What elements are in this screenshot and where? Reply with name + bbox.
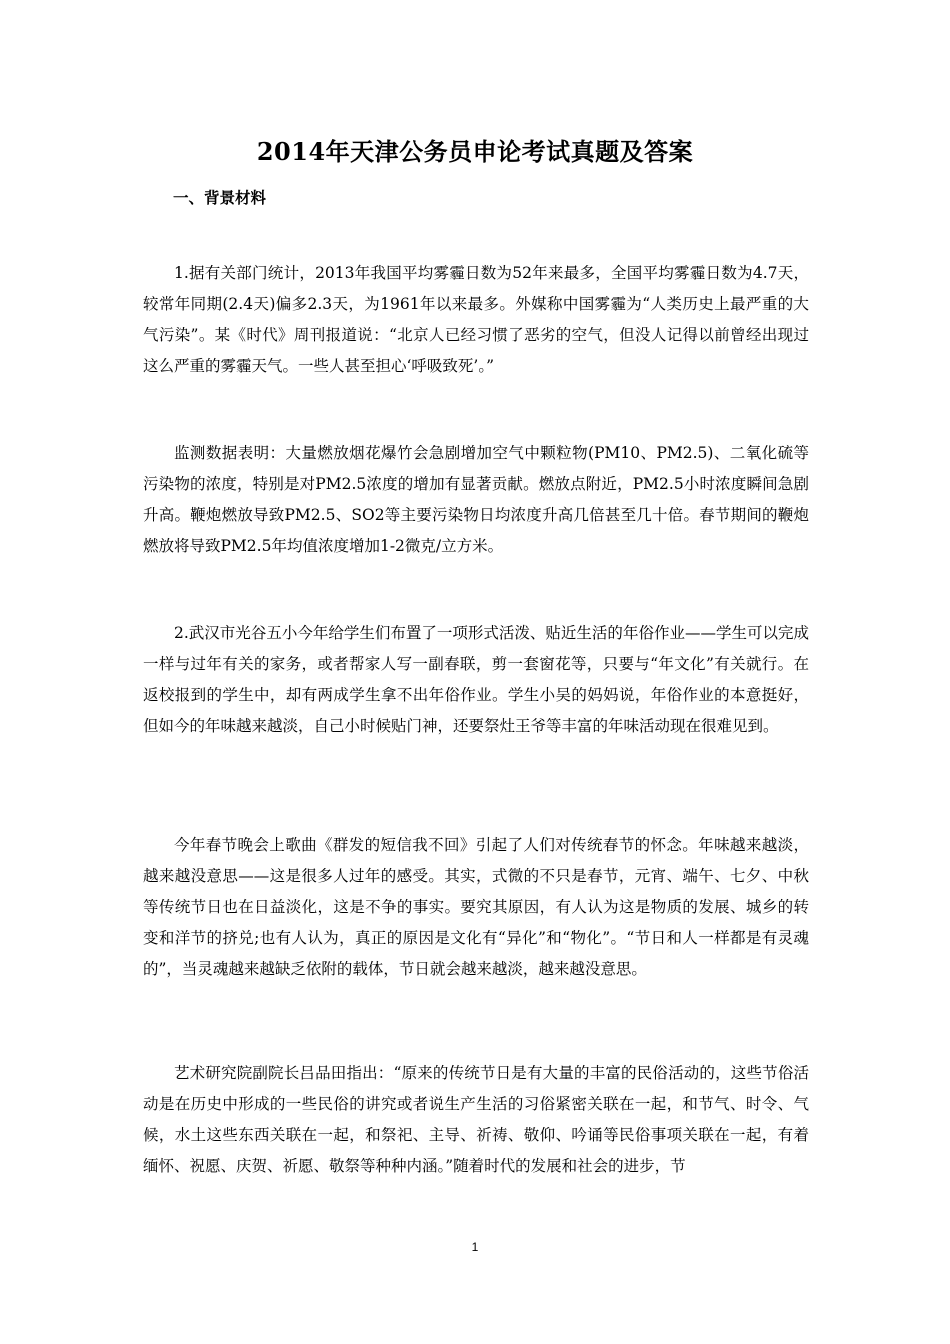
paragraph: 艺术研究院副院长吕品田指出：“原来的传统节日是有大量的丰富的民俗活动的，这些节俗活动是在历史中形成的一些民俗的讲究或者说生产生活的习俗紧密关联在一起，和节气、时令、气候，水土这些东西关联在一起，和祭祀、主导、祈祷、敬仰、吟诵等民俗事项关联在一起，有着缅怀、祝愿、庆贺、祈愿、敬祭等种种内涵。”随着时代的发展和社会的进步，节: [143, 1064, 809, 1175]
paragraph: 1.据有关部门统计，2013年我国平均雾霾日数为52年来最多，全国平均雾霾日数为4.7天，较常年同期(2.4天)偏多2.3天，为1961年以来最多。外媒称中国雾霾为“人类历史上最严重的大气污染”。某《时代》周刊报道说：“北京人已经习惯了恶劣的空气，但没人记得以前曾经出现过这么严重的雾霾天气。一些人甚至担心‘呼吸致死’。”: [143, 264, 809, 375]
page-number: 1: [471, 1240, 479, 1254]
document-title: 2014年天津公务员申论考试真题及答案: [256, 137, 694, 166]
section-heading: 一、背景材料: [173, 188, 267, 207]
paragraph: 今年春节晚会上歌曲《群发的短信我不回》引起了人们对传统春节的怀念。年味越来越淡，越来越没意思——这是很多人过年的感受。其实，式微的不只是春节，元宵、端午、七夕、中秋等传统节日也在日益淡化，这是不争的事实。要究其原因，有人认为这是物质的发展、城乡的转变和洋节的挤兑;也有人认为，真正的原因是文化有“异化”和“物化”。“节日和人一样都是有灵魂的”，当灵魂越来越缺乏依附的载体，节日就会越来越淡，越来越没意思。: [143, 836, 809, 978]
paragraph: 2.武汉市光谷五小今年给学生们布置了一项形式活泼、贴近生活的年俗作业——学生可以完成一样与过年有关的家务，或者帮家人写一副春联，剪一套窗花等，只要与“年文化”有关就行。在返校报到的学生中，却有两成学生拿不出年俗作业。学生小吴的妈妈说，年俗作业的本意挺好，但如今的年味越来越淡，自己小时候贴门神，还要祭灶王爷等丰富的年味活动现在很难见到。: [143, 624, 809, 735]
paragraph: 监测数据表明：大量燃放烟花爆竹会急剧增加空气中颗粒物(PM10、PM2.5)、二氧化硫等污染物的浓度，特别是对PM2.5浓度的增加有显著贡献。燃放点附近，PM2.5小时浓度瞬间急剧升高。鞭炮燃放导致PM2.5、SO2等主要污染物日均浓度升高几倍甚至几十倍。春节期间的鞭炮燃放将导致PM2.5年均值浓度增加1-2微克/立方米。: [143, 444, 809, 555]
